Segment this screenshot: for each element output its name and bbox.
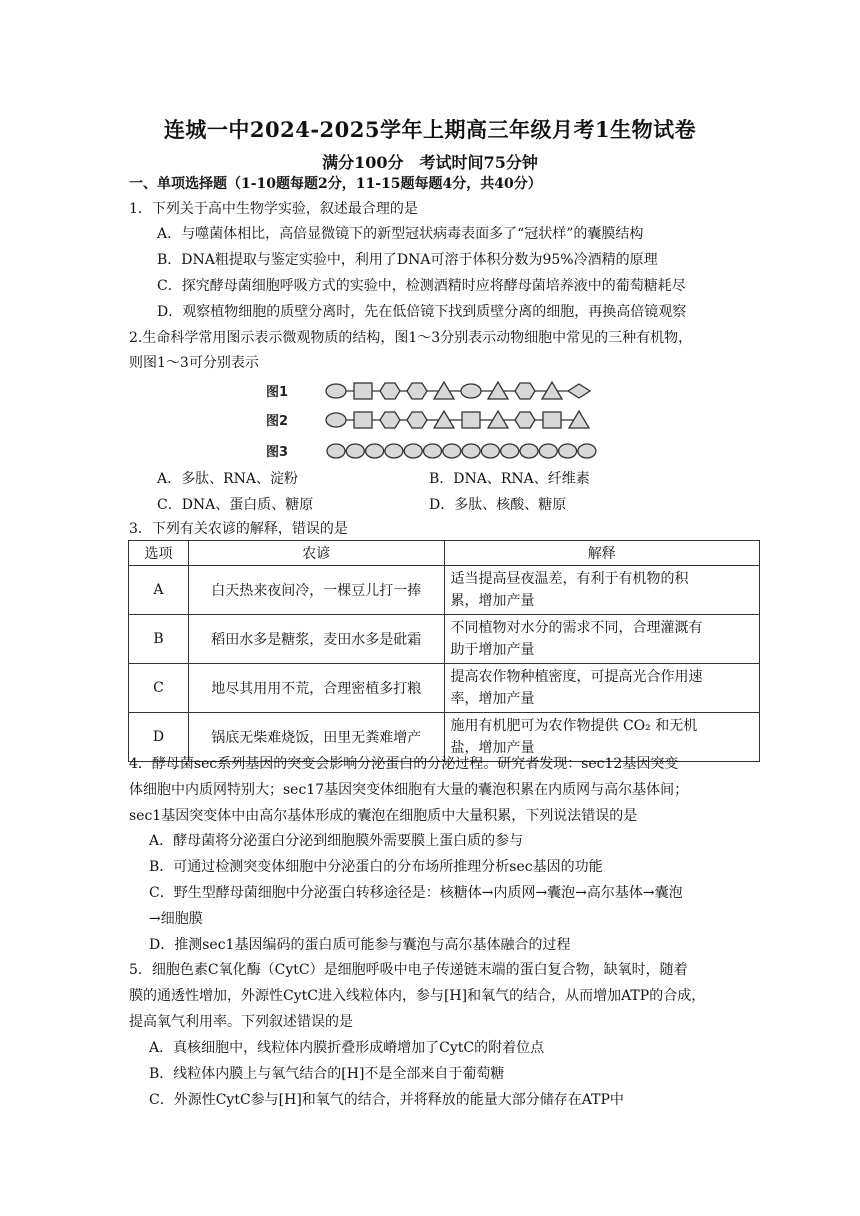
exam-title: 连城一中2024-2025学年上期高三年级月考1生物试卷 [163, 117, 697, 142]
question-4-stem-line-2: 体细胞中内质网特别大；sec17基因突变体细胞有大量的囊泡积累在内质网与高尔基体间； [129, 782, 689, 798]
hexagon-monomer [380, 383, 400, 399]
question-4-stem-line-1: 4．酵母菌sec系列基因的突变会影响分泌蛋白的分泌过程。研究者发现：sec12基因突变 [129, 756, 679, 772]
hexagon-monomer [380, 412, 400, 428]
oval-monomer [424, 444, 442, 458]
explanation-line-1: 施用有机肥可为农作物提供 CO₂ 和无机 [450, 718, 698, 734]
figure-2-label: 图2 [266, 414, 289, 429]
question-4-option-d: D．推测sec1基因编码的蛋白质可能参与囊泡与高尔基体融合的过程 [149, 937, 571, 953]
section-heading: 一、单项选择题（1-10题每题2分，11-15题每题4分，共40分） [129, 176, 542, 192]
hexagon-monomer [515, 383, 535, 399]
question-2-stem-line-2: 则图1～3可分别表示 [129, 355, 259, 371]
question-2-option-a: A．多肽、RNA、淀粉 [157, 471, 299, 487]
square-monomer [354, 412, 372, 428]
question-3-stem: 3．下列有关农谚的解释，错误的是 [129, 521, 348, 537]
table-row [129, 664, 760, 713]
table-cell-option: C [129, 664, 189, 713]
explanation-line-2: 助于增加产量 [450, 642, 535, 658]
square-monomer [543, 412, 561, 428]
oval-monomer [326, 384, 346, 398]
question-1-option-c: C．探究酵母菌细胞呼吸方式的实验中，检测酒精时应将酵母菌培养液中的葡萄糖耗尽 [157, 278, 686, 294]
explanation-line-2: 盐，增加产量 [450, 740, 535, 756]
square-monomer [462, 412, 480, 428]
question-2-option-c: C．DNA、蛋白质、糖原 [157, 497, 314, 513]
oval-monomer [462, 444, 480, 458]
question-1-option-a: A．与噬菌体相比，高倍显微镜下的新型冠状病毒表面多了“冠状样”的囊膜结构 [157, 226, 644, 242]
question-5-stem-line-1: 5．细胞色素C氧化酶（CytC）是细胞呼吸中电子传递链末端的蛋白复合物，缺氧时，随着 [129, 962, 688, 978]
oval-monomer [346, 444, 364, 458]
table-cell-proverb: 锅底无柴难烧饭，田里无粪难增产 [188, 713, 444, 762]
exam-subtitle: 满分100分 考试时间75分钟 [322, 153, 538, 172]
diamond-monomer [568, 384, 590, 398]
question-2-option-b: B．DNA、RNA、纤维素 [429, 471, 590, 487]
molecule-structure-figure [262, 378, 602, 462]
table-cell-explanation [444, 664, 760, 713]
oval-monomer [520, 444, 538, 458]
oval-monomer [366, 444, 384, 458]
question-1-option-d: D．观察植物细胞的质壁分离时，先在低倍镜下找到质壁分离的细胞，再换高倍镜观察 [157, 304, 687, 320]
table-header-explanation: 解释 [444, 541, 760, 566]
explanation-line-2: 率，增加产量 [450, 691, 535, 707]
table-cell-explanation [444, 615, 760, 664]
question-5-option-c: C．外源性CytC参与[H]和氧气的结合，并将释放的能量大部分储存在ATP中 [149, 1092, 624, 1108]
figure-1-label: 图1 [266, 385, 289, 400]
table-row [129, 566, 760, 615]
question-4-option-a: A．酵母菌将分泌蛋白分泌到细胞膜外需要膜上蛋白质的参与 [149, 833, 524, 849]
table-cell-proverb: 地尽其用用不荒，合理密植多打粮 [188, 664, 444, 713]
table-cell-option: B [129, 615, 189, 664]
question-4-option-c-continued: →细胞膜 [149, 911, 203, 927]
table-cell-explanation [444, 566, 760, 615]
oval-monomer [327, 444, 345, 458]
figure-3-label: 图3 [266, 445, 289, 460]
explanation-line-1: 提高农作物种植密度，可提高光合作用速 [450, 669, 703, 685]
oval-monomer [385, 444, 403, 458]
question-5-option-b: B．线粒体内膜上与氧气结合的[H]不是全部来自于葡萄糖 [149, 1066, 505, 1082]
oval-monomer [559, 444, 577, 458]
proverb-table [128, 540, 760, 762]
hexagon-monomer [515, 412, 535, 428]
oval-monomer [578, 444, 596, 458]
oval-monomer [481, 444, 499, 458]
question-2-option-d: D．多肽、核酸、糖原 [429, 497, 567, 513]
hexagon-monomer [407, 383, 427, 399]
oval-monomer [443, 444, 461, 458]
question-5-stem-line-2: 膜的通透性增加，外源性CytC进入线粒体内，参与[H]和氧气的结合，从而增加ATP的合成， [129, 988, 706, 1004]
question-5-option-a: A．真核细胞中，线粒体内膜折叠形成嵴增加了CytC的附着位点 [149, 1040, 545, 1056]
oval-monomer [461, 384, 481, 398]
question-4-option-c: C．野生型酵母菌细胞中分泌蛋白转移途径是：核糖体→内质网→囊泡→高尔基体→囊泡 [149, 885, 683, 901]
oval-monomer [404, 444, 422, 458]
question-4-stem-line-3: sec1基因突变体中由高尔基体形成的囊泡在细胞质中大量积累，下列说法错误的是 [129, 808, 638, 824]
oval-monomer [501, 444, 519, 458]
table-cell-proverb: 白天热来夜间冷，一棵豆儿打一捧 [188, 566, 444, 615]
table-cell-proverb: 稻田水多是糖浆，麦田水多是砒霜 [188, 615, 444, 664]
hexagon-monomer [407, 412, 427, 428]
explanation-line-2: 累，增加产量 [450, 593, 535, 609]
question-5-stem-line-3: 提高氧气利用率。下列叙述错误的是 [129, 1014, 353, 1030]
question-4-option-b: B．可通过检测突变体细胞中分泌蛋白的分布场所推理分析sec基因的功能 [149, 859, 603, 875]
table-header-option: 选项 [129, 541, 189, 566]
table-header-row [129, 541, 760, 566]
question-1-stem: 1．下列关于高中生物学实验，叙述最合理的是 [129, 201, 418, 217]
question-2-stem-line-1: 2.生命科学常用图示表示微观物质的结构，图1～3分别表示动物细胞中常见的三种有机物， [129, 330, 693, 346]
table-cell-option: D [129, 713, 189, 762]
explanation-line-1: 适当提高昼夜温差，有利于有机物的积 [450, 571, 689, 587]
oval-monomer [326, 413, 346, 427]
oval-monomer [539, 444, 557, 458]
table-cell-option: A [129, 566, 189, 615]
table-header-proverb: 农谚 [188, 541, 444, 566]
table-row [129, 615, 760, 664]
square-monomer [354, 383, 372, 399]
question-1-option-b: B．DNA粗提取与鉴定实验中，利用了DNA可溶于体积分数为95%冷酒精的原理 [157, 252, 658, 268]
explanation-line-1: 不同植物对水分的需求不同，合理灌溉有 [450, 620, 703, 636]
